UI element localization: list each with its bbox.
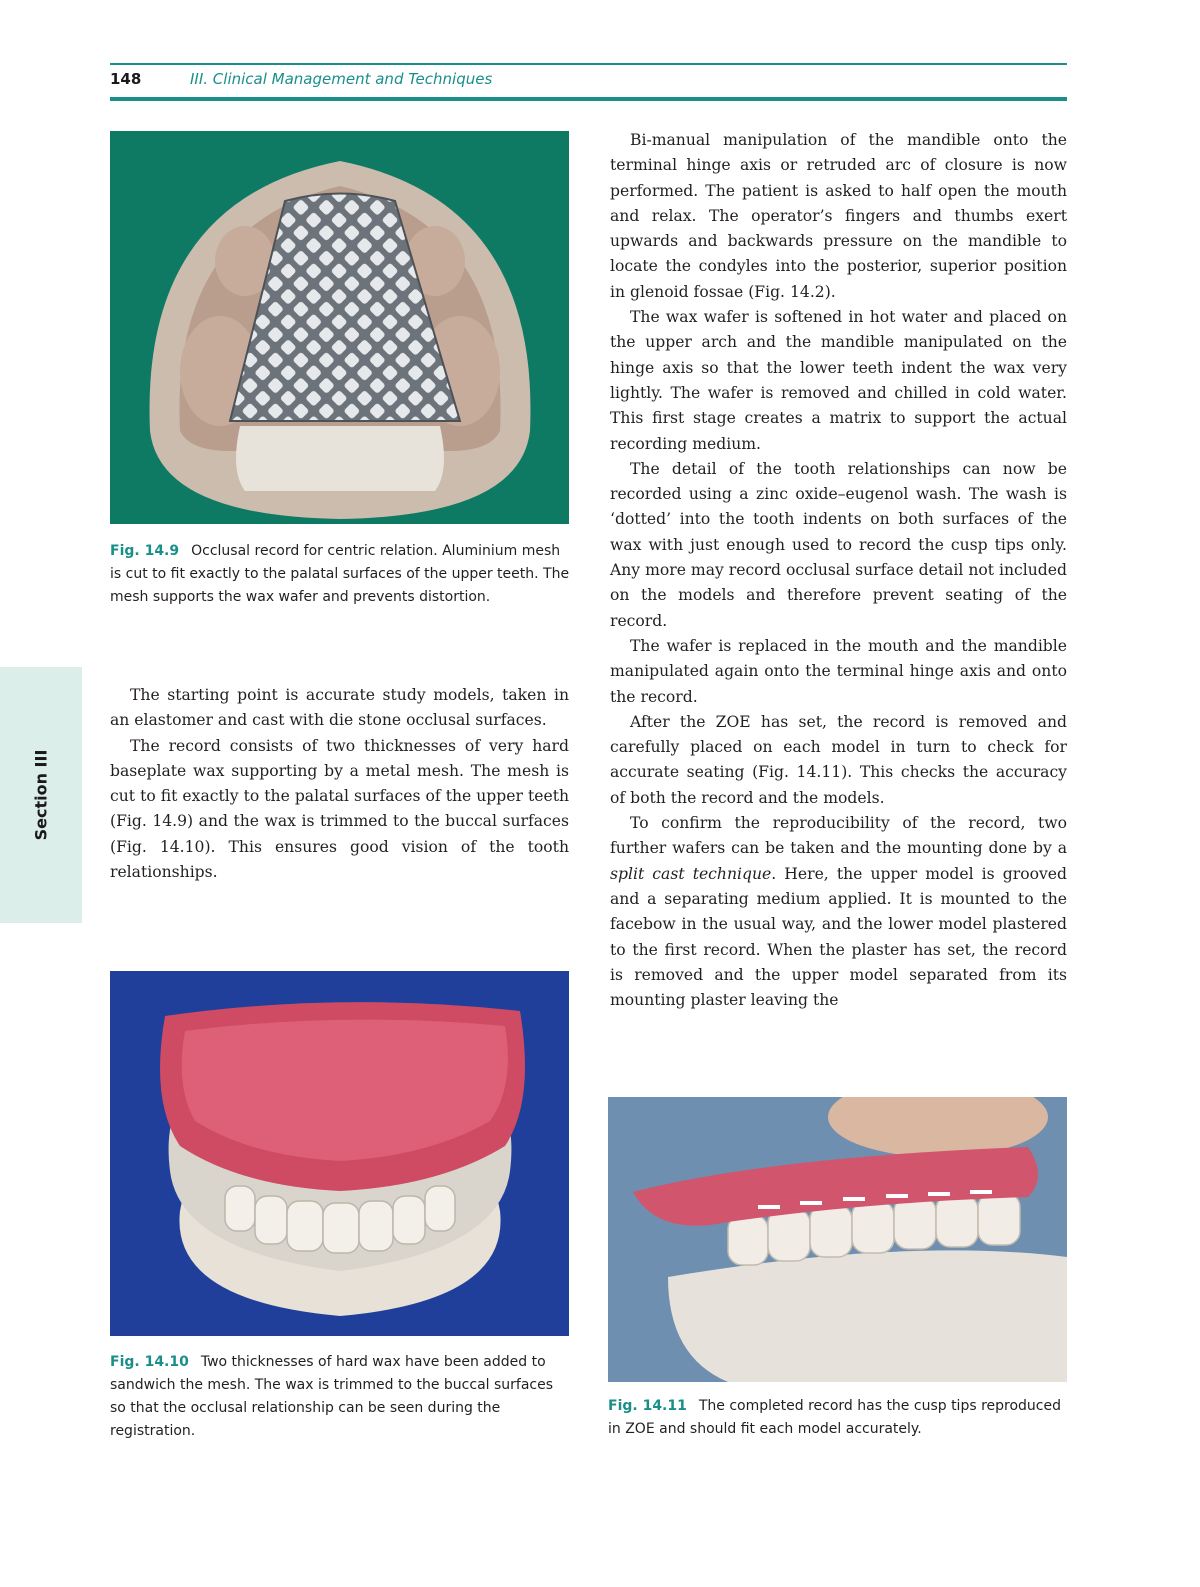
right-paragraph-4: The wafer is replaced in the mouth and the mandible manipulated again onto the terminal hinge axis and onto the record. xyxy=(610,636,1067,706)
right-paragraph-2: The wax wafer is softened in hot water and placed on the upper arch and the mandible manipulated on the hinge axis so that the lower teeth indent the wax very lightly. The wafer is removed and chilled in cold water. This first stage creates a matrix to support the actual recording medium. xyxy=(610,308,1067,453)
figure-14-10-illustration xyxy=(110,971,569,1336)
figure-14-11-photo xyxy=(608,1097,1067,1382)
split-cast-technique-term: split cast technique xyxy=(610,864,772,883)
figure-14-9-caption-text: Occlusal record for centric relation. Aluminium mesh is cut to fit exactly to the palatal surfaces of the upper teeth. The mesh supports the wax wafer and prevents distortion. xyxy=(110,543,570,605)
figure-14-9-illustration xyxy=(110,131,569,524)
figure-14-9-number: Fig. 14.9 xyxy=(110,543,180,559)
right-paragraph-6 xyxy=(610,811,1067,1013)
figure-14-10-photo xyxy=(110,971,569,1336)
page-number: 148 xyxy=(110,70,142,88)
right-column xyxy=(610,128,1067,1013)
figure-14-11-number: Fig. 14.11 xyxy=(608,1398,687,1414)
figure-14-11-illustration xyxy=(608,1097,1067,1382)
section-tab-label: Section III xyxy=(31,749,51,841)
figure-14-11-caption xyxy=(608,1395,1068,1441)
right-paragraph-3: The detail of the tooth relationships can now be recorded using a zinc oxide–eugenol wash. The wash is ‘dotted’ into the tooth indents on both surfaces of the wax with just enough used to record the cusp tips only. Any more may record occlusal surface detail not included on the models and therefore prevent seating of the record. xyxy=(610,459,1067,630)
running-head: III. Clinical Management and Techniques xyxy=(190,70,493,88)
right-paragraph-6-start: To confirm the reproducibility of the record, two further wafers can be taken and the mounting done by a xyxy=(610,814,1067,858)
figure-14-10-caption-text: Two thicknesses of hard wax have been added to sandwich the mesh. The wax is trimmed to the buccal surfaces so that the occlusal relationship can be seen during the registration. xyxy=(110,1354,554,1439)
header-bottom-rule xyxy=(110,97,1067,101)
header-top-rule xyxy=(110,63,1067,65)
figure-14-10-caption xyxy=(110,1351,572,1443)
left-paragraph-1: The starting point is accurate study models, taken in an elastomer and cast with die stone occlusal surfaces. xyxy=(110,686,569,730)
figure-14-9-photo xyxy=(110,131,569,524)
right-paragraph-1: Bi-manual manipulation of the mandible onto the terminal hinge axis or retruded arc of closure is now performed. The patient is asked to half open the mouth and relax. The operator’s fingers and thumbs exert upwards and backwards pressure on the mandible to locate the condyles into the posterior, superior position in glenoid fossae (Fig. 14.2). xyxy=(610,131,1067,301)
left-column xyxy=(110,683,569,885)
figure-14-10-number: Fig. 14.10 xyxy=(110,1354,189,1370)
right-paragraph-5: After the ZOE has set, the record is removed and carefully placed on each model in turn to check for accurate seating (Fig. 14.11). This checks the accuracy of both the record and the models. xyxy=(610,712,1067,807)
figure-14-9-caption xyxy=(110,540,572,609)
right-paragraph-6-end: . Here, the upper model is grooved and a separating medium applied. It is mounted to the facebow in the usual way, and the lower model plastered to the first record. When the plaster has set, the record is removed and the upper model separated from its mounting plaster leaving the xyxy=(610,864,1067,1010)
figure-14-11-caption-text: The completed record has the cusp tips reproduced in ZOE and should fit each model accurately. xyxy=(608,1398,1061,1437)
left-paragraph-2: The record consists of two thicknesses of very hard baseplate wax supporting by a metal mesh. The mesh is cut to fit exactly to the palatal surfaces of the upper teeth (Fig. 14.9) and the wax is trimmed to the buccal surfaces (Fig. 14.10). This ensures good vision of the tooth relationships. xyxy=(110,736,569,882)
